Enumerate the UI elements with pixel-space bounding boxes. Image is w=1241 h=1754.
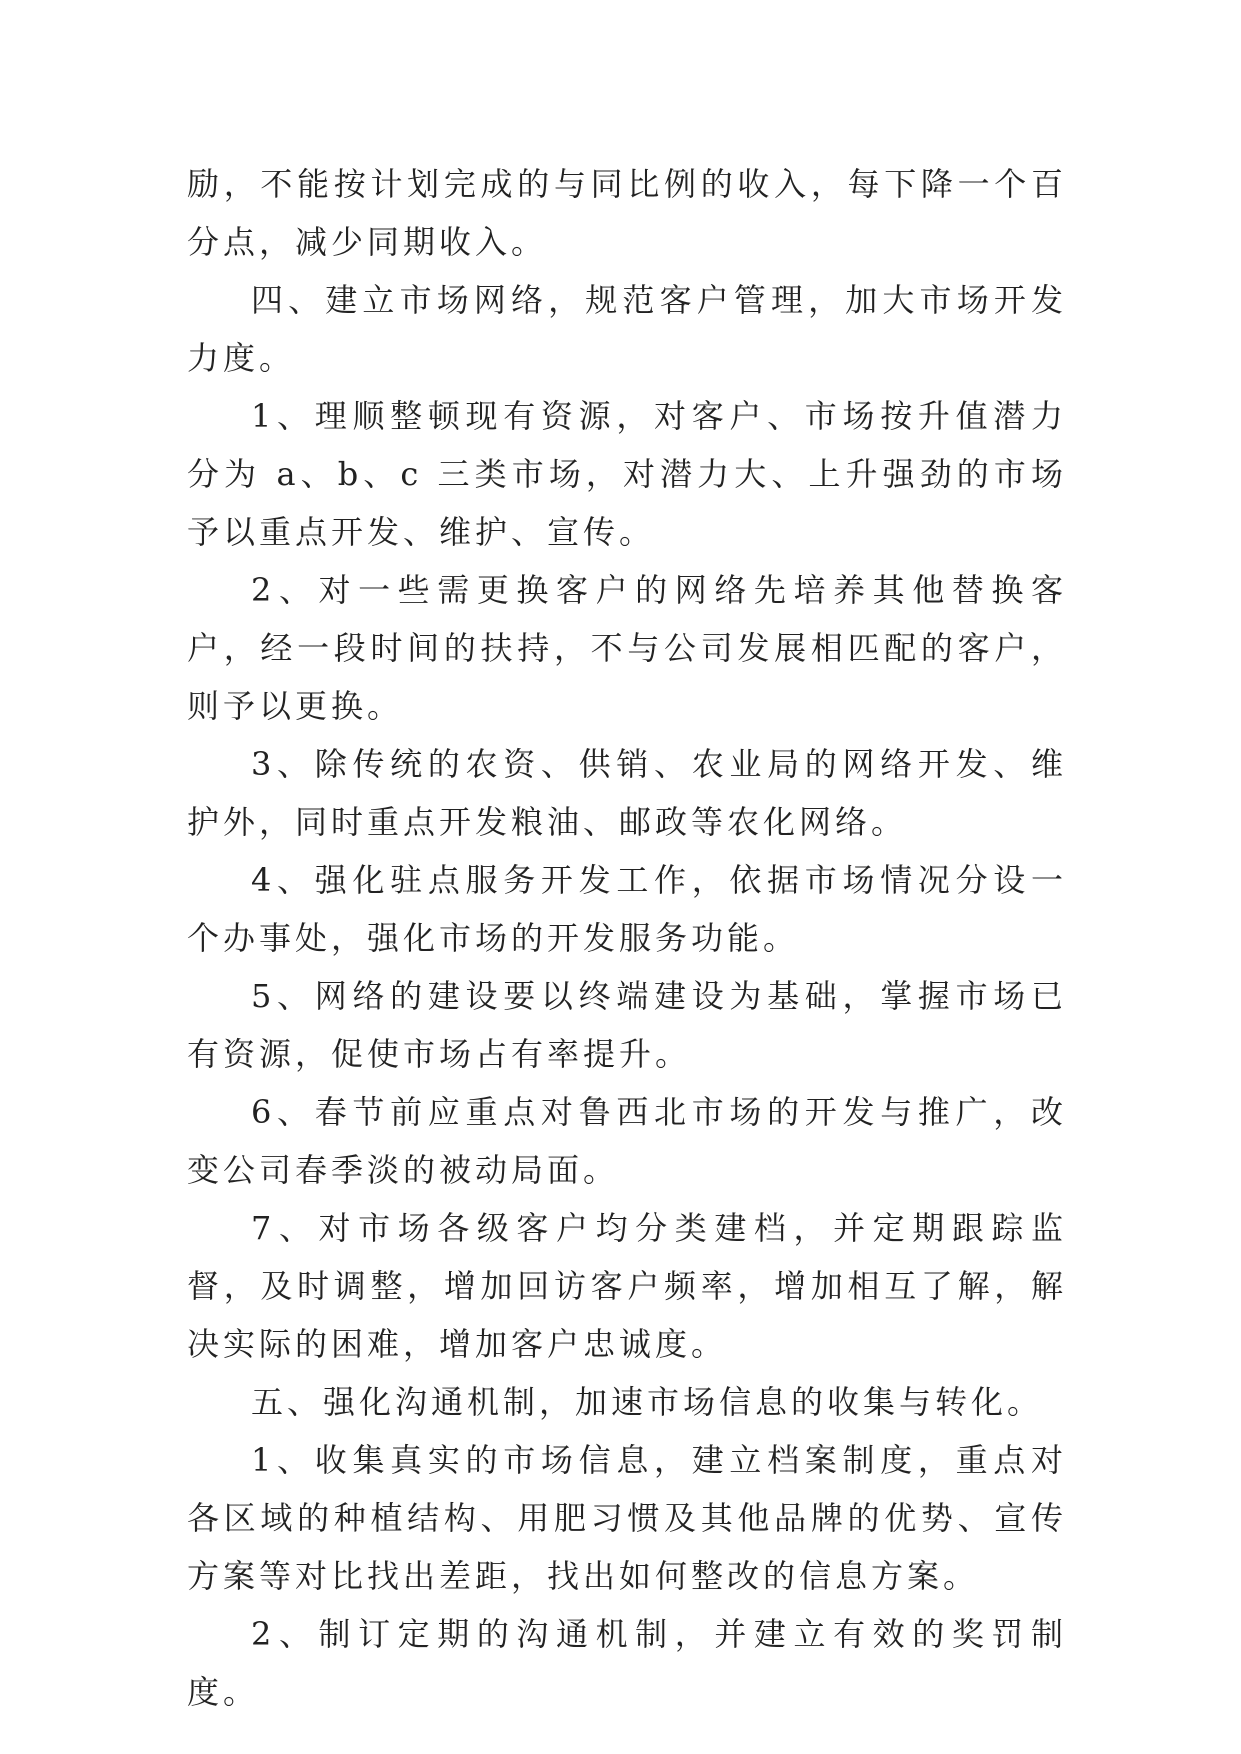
document-body: [187, 155, 1067, 1721]
paragraph: 2、对一些需更换客户的网络先培养其他替换客户，经一段时间的扶持，不与公司发展相匹配的客户，则予以更换。: [187, 571, 1067, 725]
paragraph: 3、除传统的农资、供销、农业局的网络开发、维护外，同时重点开发粮油、邮政等农化网络。: [187, 745, 1067, 841]
paragraph: 4、强化驻点服务开发工作，依据市场情况分设一个办事处，强化市场的开发服务功能。: [187, 861, 1067, 957]
paragraph: 5、网络的建设要以终端建设为基础，掌握市场已有资源，促使市场占有率提升。: [187, 977, 1067, 1073]
paragraph: 1、理顺整顿现有资源，对客户、市场按升值潜力分为 a、b、c 三类市场，对潜力大、上升强劲的市场予以重点开发、维护、宣传。: [187, 397, 1067, 551]
paragraph: 励，不能按计划完成的与同比例的收入，每下降一个百分点，减少同期收入。: [187, 165, 1067, 261]
paragraph: 2、制订定期的沟通机制，并建立有效的奖罚制度。: [187, 1615, 1067, 1711]
paragraph: 6、春节前应重点对鲁西北市场的开发与推广，改变公司春季淡的被动局面。: [187, 1093, 1067, 1189]
section-heading: 四、建立市场网络，规范客户管理，加大市场开发力度。: [187, 281, 1067, 377]
paragraph: 7、对市场各级客户均分类建档，并定期跟踪监督，及时调整，增加回访客户频率，增加相互了解，解决实际的困难，增加客户忠诚度。: [187, 1209, 1067, 1363]
section-heading: 五、强化沟通机制，加速市场信息的收集与转化。: [251, 1383, 1044, 1421]
paragraph: 1、收集真实的市场信息，建立档案制度，重点对各区域的种植结构、用肥习惯及其他品牌的优势、宣传方案等对比找出差距，找出如何整改的信息方案。: [187, 1441, 1067, 1595]
